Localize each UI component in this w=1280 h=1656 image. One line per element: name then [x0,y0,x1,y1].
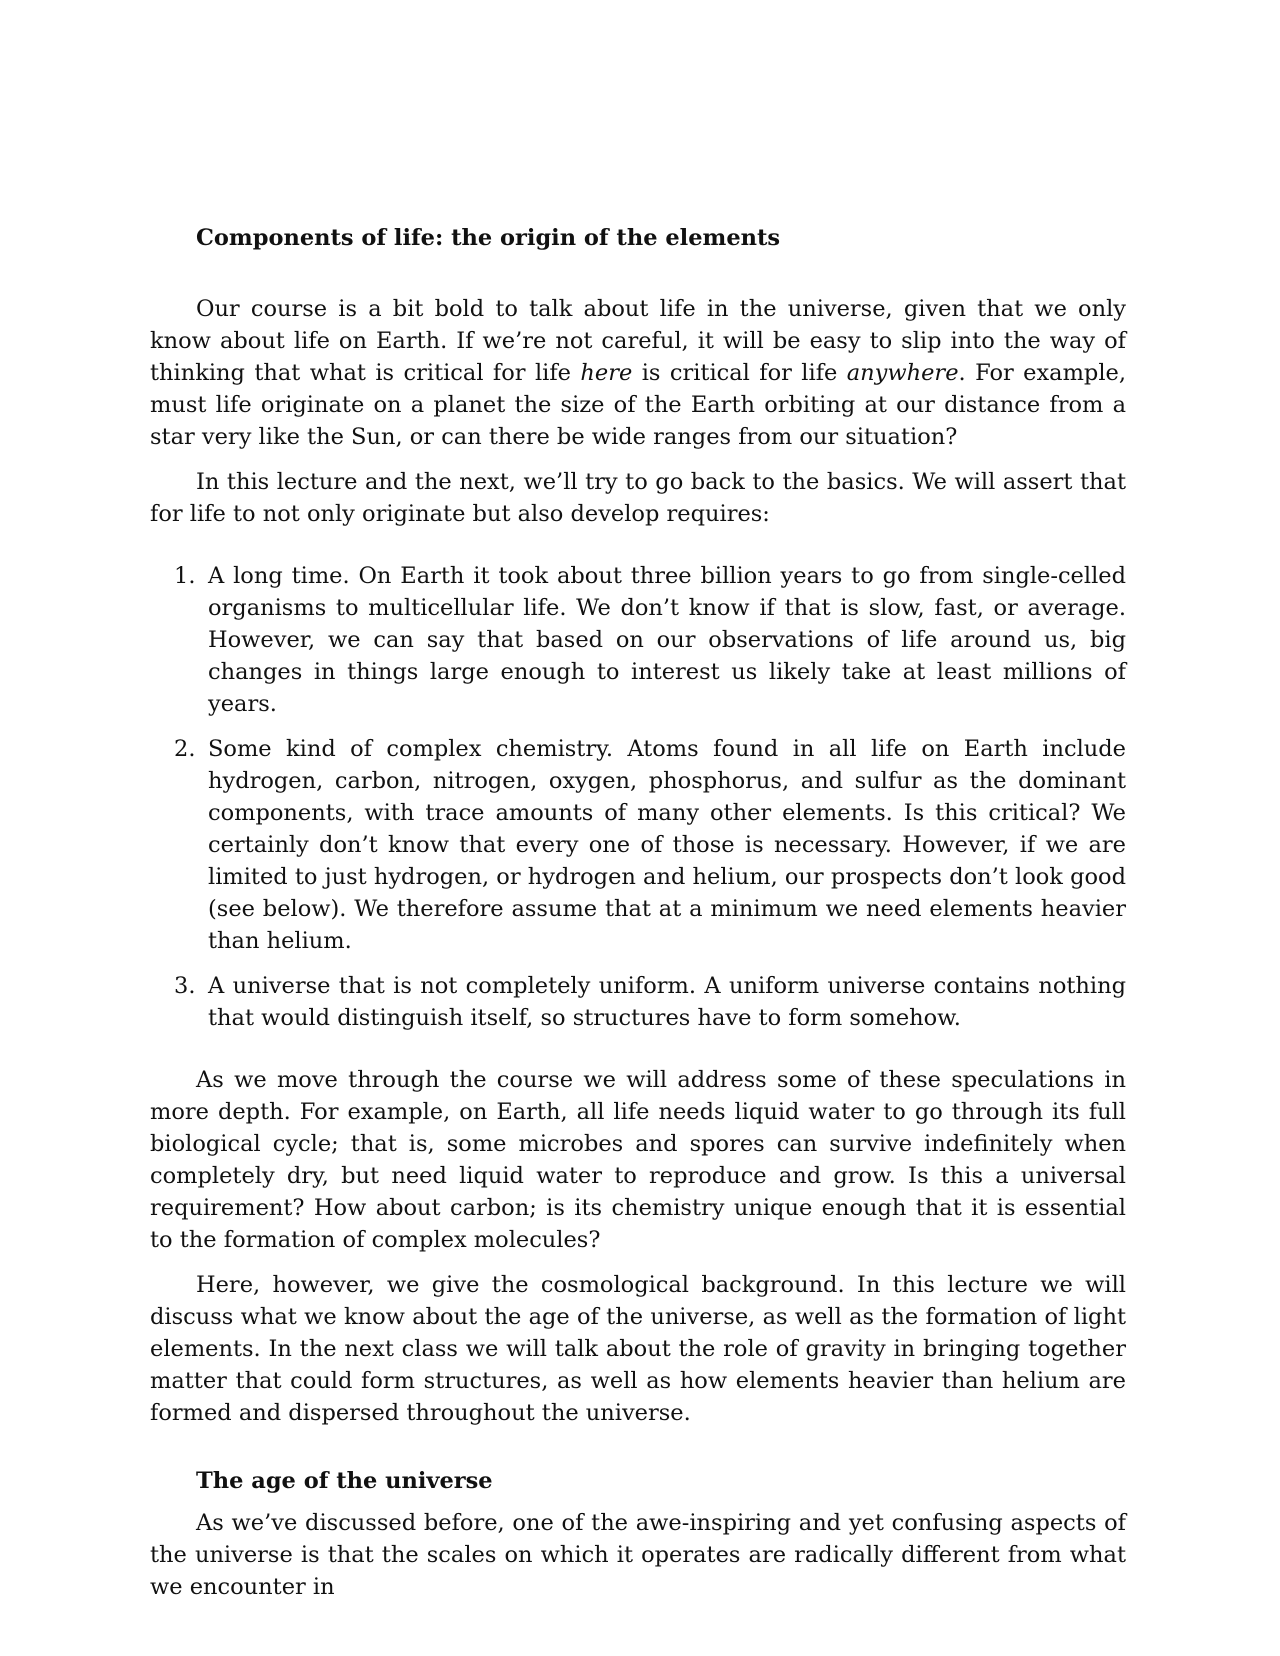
intro-paragraph-2: In this lecture and the next, we’ll try to go back to the basics. We will assert that for life to not only originate but also develop requires: [150,469,1126,527]
intro-p1-text-a: Our course is a bit bold to talk about life in the universe, given that we only know about life on Earth. If we’re not careful, it will be easy to slip into the way of thinking that what is critical for life [150,296,1126,386]
body-paragraph-3: As we move through the course we will address some of these speculations in more depth. For example, on Earth, all life needs liquid water to go through its full biological cycle; that is, some microbes and spores can survive indefinitely when completely dry, but need liquid water to reproduce and grow. Is this a universal requirement? How about carbon; is its chemistry unique enough that it is essential to the formation of complex molecules? [150,1067,1126,1253]
intro-paragraph-1 [150,293,1126,453]
list-item-text: Some kind of complex chemistry. Atoms found in all life on Earth include hydrogen, carbon, nitrogen, oxygen, phosphorus, and sulfur as the dominant components, with trace amounts of many other elements. Is this critical? We certainly don’t know that every one of those is necessary. However, if we are limited to just hydrogen, or hydrogen and helium, our prospects don’t look good (see below). We therefore assume that at a minimum we need elements heavier than helium. [208,736,1126,954]
document-page [150,222,1126,1603]
requirements-list [150,560,1126,1034]
list-item-text: A universe that is not completely uniform. A uniform universe contains nothing that would distinguish itself, so structures have to form somehow. [208,973,1126,1031]
intro-p1-here: here [580,360,633,386]
intro-p1-text-c: . For example, must life originate on a planet the size of the Earth orbiting at our distance from a star very like the Sun, or can there be wide ranges from our situation? [150,360,1126,450]
list-item-text: A long time. On Earth it took about three billion years to go from single-celled organisms to multicellular life. We don’t know if that is slow, fast, or average. However, we can say that based on our observations of life around us, big changes in things large enough to interest us likely take at least millions of years. [208,563,1126,717]
list-item [150,733,1126,957]
intro-p1-anywhere: anywhere [846,360,959,386]
section-title-age-of-universe: The age of the universe [196,1468,493,1494]
list-item-number: 3. [174,973,196,999]
list-item [150,560,1126,720]
section-title-components-of-life: Components of life: the origin of the elements [196,225,781,251]
body-paragraph-4: Here, however, we give the cosmological background. In this lecture we will discuss what we know about the age of the universe, as well as the formation of light elements. In the next class we will talk about the role of gravity in bringing together matter that could form structures, as well as how elements heavier than helium are formed and dispersed throughout the universe. [150,1272,1126,1426]
list-item-number: 2. [174,736,196,762]
list-item-number: 1. [174,563,196,589]
list-item [150,970,1126,1034]
section2-paragraph-1: As we’ve discussed before, one of the awe-inspiring and yet confusing aspects of the universe is that the scales on which it operates are radically different from what we encounter in [150,1510,1126,1600]
intro-p1-text-b: is critical for life [632,360,847,386]
